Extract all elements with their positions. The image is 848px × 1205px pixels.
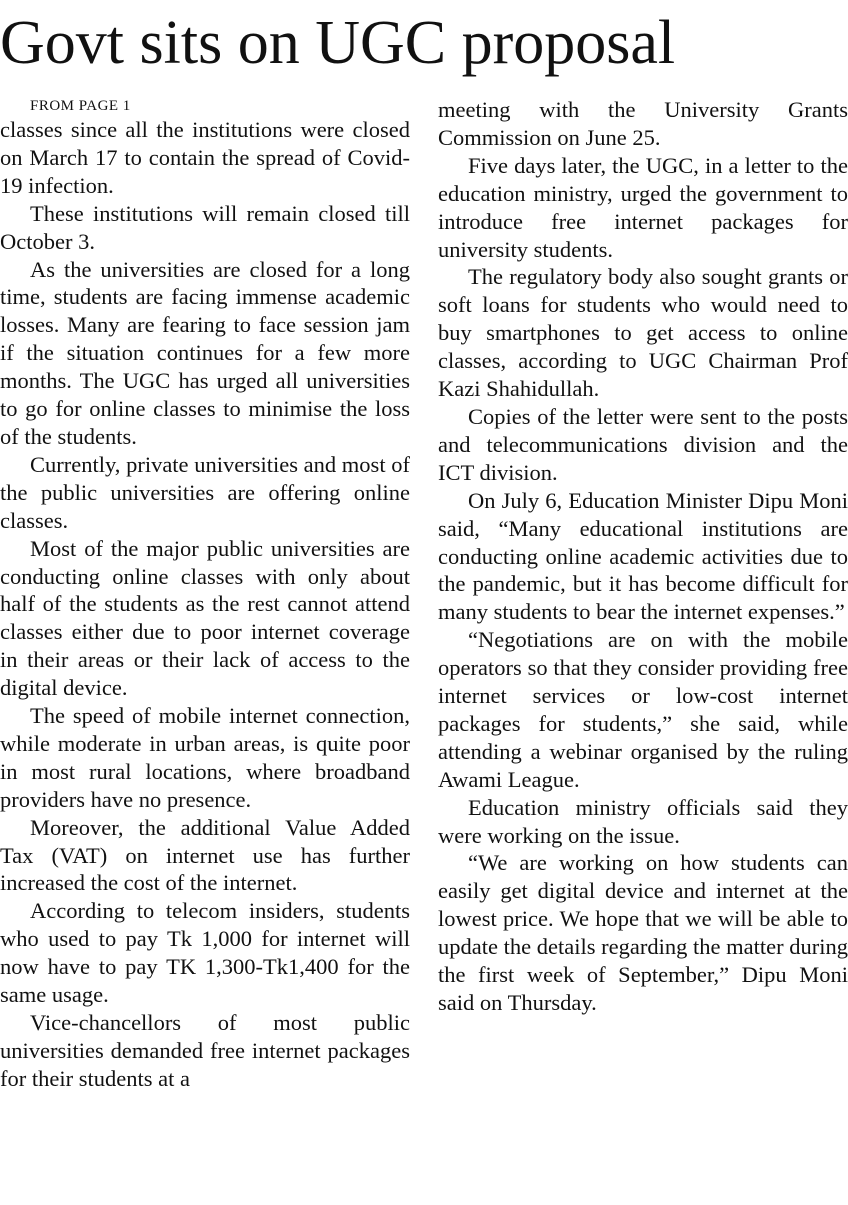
paragraph: classes since all the institutions were closed on March 17 to contain the spread of Covid-19 infection. (0, 117, 410, 198)
paragraph: meeting with the University Grants Commission on June 25. (438, 97, 848, 150)
paragraph: Currently, private universities and most of the public universities are offering online classes. (0, 451, 410, 533)
paragraph: “Negotiations are on with the mobile operators so that they consider providing free internet services or low-cost internet packages for students,” she said, while attending a webinar organised by the ruling Awami League. (438, 627, 848, 792)
paragraph: Most of the major public universities are conducting online classes with only about half of the students as the rest cannot attend classes either due to poor internet coverage in their areas or their lack of access to the digital device. (0, 535, 410, 701)
paragraph: These institutions will remain closed till October 3. (0, 200, 410, 254)
paragraph: As the universities are closed for a long time, students are facing immense academic losses. Many are fearing to face session jam if the situation continues for a few more months. The UGC has urged all universities to go for online classes to minimise the loss of the students. (0, 256, 410, 449)
paragraph: According to telecom insiders, students who used to pay Tk 1,000 for internet will now have to pay TK 1,300-Tk1,400 for the same usage. (0, 898, 410, 1008)
article-column-right (438, 96, 848, 1017)
paragraph: The regulatory body also sought grants or soft loans for students who would need to buy smartphones to get access to online classes, according to UGC Chairman Prof Kazi Shahidullah. (438, 264, 848, 402)
paragraph: Five days later, the UGC, in a letter to the education ministry, urged the government to introduce free internet packages for university students. (438, 152, 848, 262)
paragraph: The speed of mobile internet connection, while moderate in urban areas, is quite poor in most rural locations, where broadband providers have no presence. (0, 703, 410, 812)
paragraph: Vice-chancellors of most public universities demanded free internet packages for their students at a (0, 1010, 410, 1091)
article-column-left (0, 96, 410, 1093)
paragraph: Copies of the letter were sent to the posts and telecommunications division and the ICT division. (438, 403, 848, 485)
jump-kicker: FROM PAGE 1 (30, 98, 131, 114)
paragraph: Education ministry officials said they were working on the issue. (438, 794, 848, 848)
paragraph: Moreover, the additional Value Added Tax (VAT) on internet use has further increased the cost of the internet. (0, 814, 410, 896)
headline: Govt sits on UGC proposal (0, 9, 676, 77)
paragraph: “We are working on how students can easily get digital device and internet at the lowest price. We hope that we will be able to update the details regarding the matter during the first week of September,” Dipu Moni said on Thursday. (438, 850, 848, 1015)
paragraph: On July 6, Education Minister Dipu Moni said, “Many educational institutions are conducting online academic activities due to the pandemic, but it has become difficult for many students to bear the internet expenses.” (438, 487, 848, 625)
